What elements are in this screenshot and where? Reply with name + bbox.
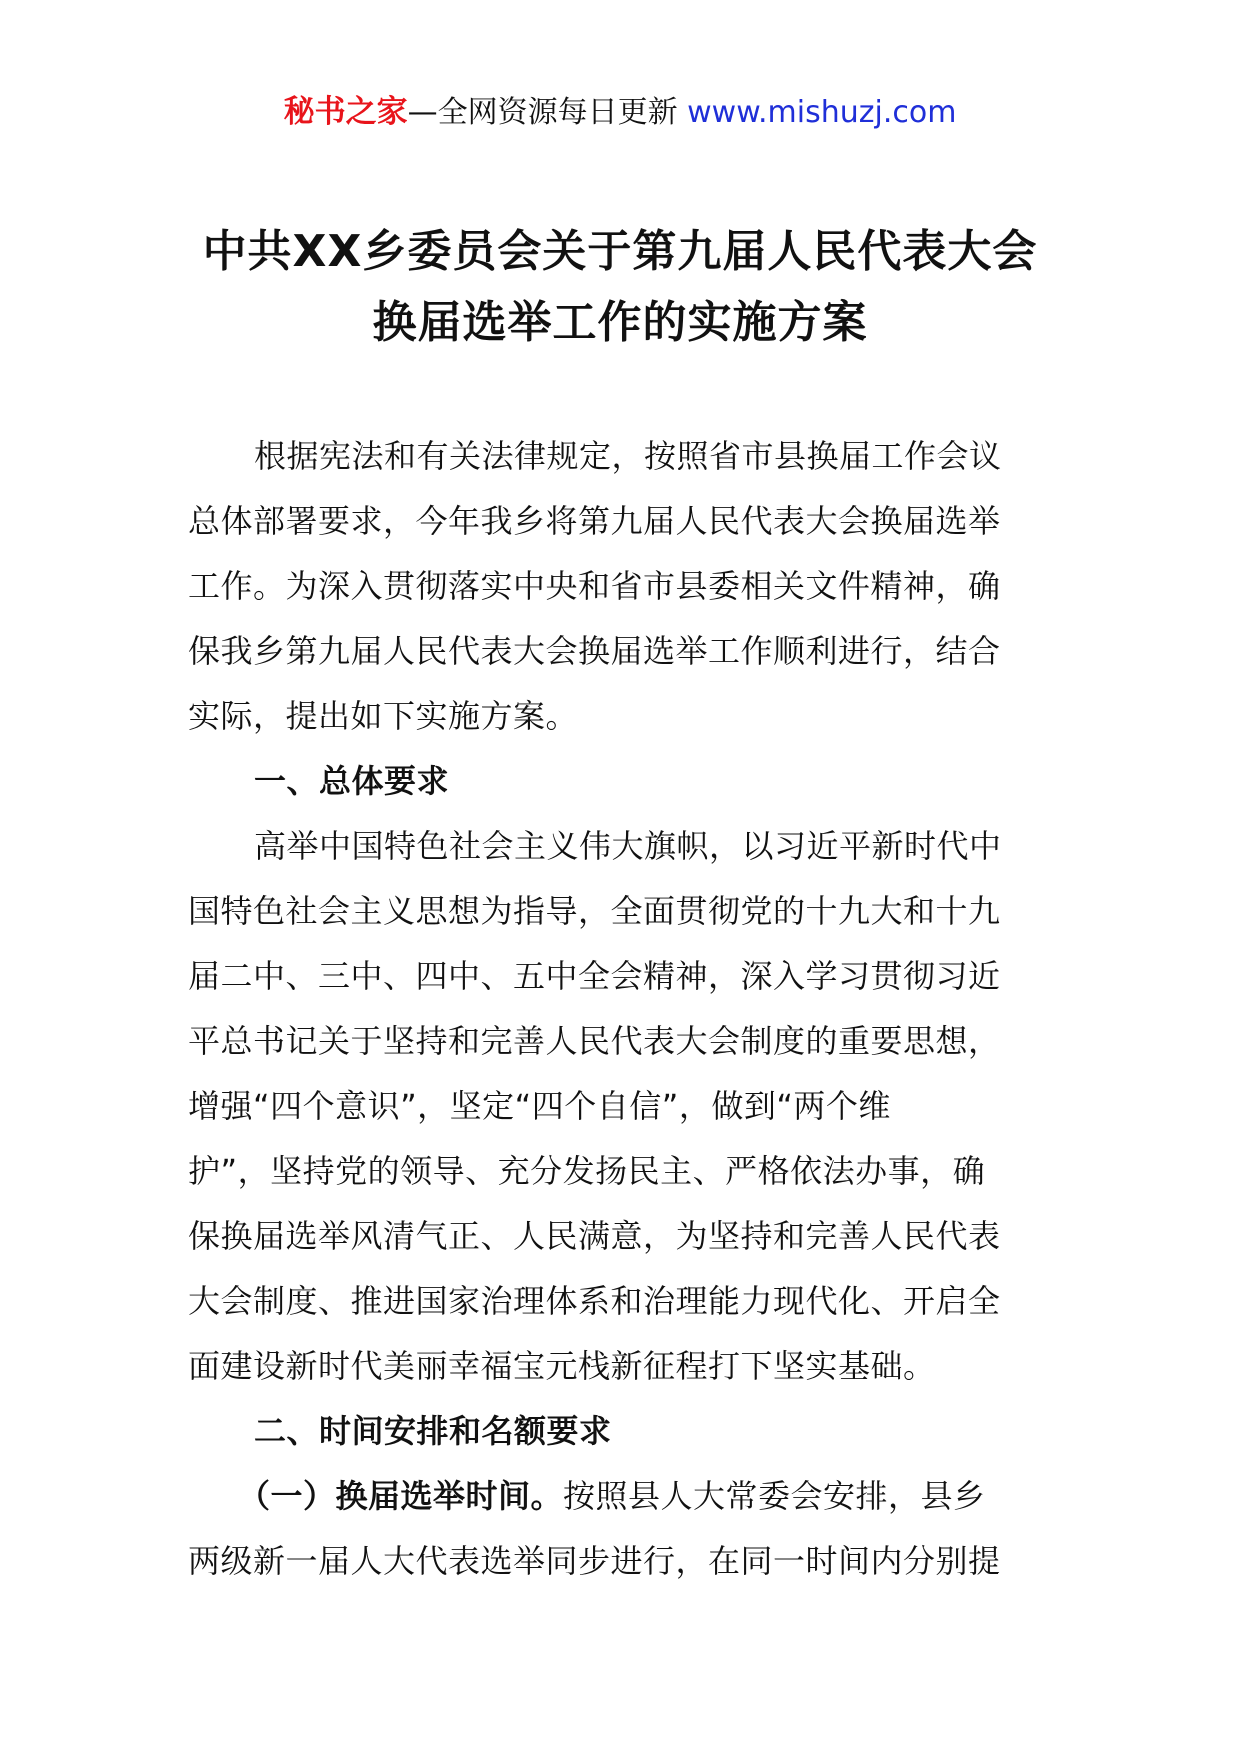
paragraph-line — [188, 1464, 1023, 1529]
subsection-label: （一）换届选举时间。 — [238, 1477, 564, 1515]
document-title-line-1: 中共XX乡委员会关于第九届人民代表大会 — [202, 226, 1038, 277]
paragraph-line: 工作。为深入贯彻落实中央和省市县委相关文件精神，确 — [188, 567, 1001, 605]
paragraph-line: 两级新一届人大代表选举同步进行，在同一时间内分别提 — [188, 1542, 1001, 1580]
paragraph-line: 实际，提出如下实施方案。 — [188, 697, 579, 735]
document-title-line-2: 换届选举工作的实施方案 — [372, 297, 868, 348]
paragraph-line: 护”，坚持党的领导、充分发扬民主、严格依法办事，确 — [188, 1152, 986, 1190]
subsection-text: 按照县人大常委会安排，县乡 — [563, 1477, 986, 1515]
site-banner — [0, 92, 1240, 133]
paragraph-line: 国特色社会主义思想为指导，全面贯彻党的十九大和十九 — [188, 892, 1001, 930]
paragraph-line: 增强“四个意识”，坚定“四个自信”，做到“两个维 — [188, 1087, 891, 1125]
paragraph-line: 高举中国特色社会主义伟大旗帜，以习近平新时代中 — [254, 827, 1002, 865]
banner-url[interactable]: www.mishuzj.com — [687, 95, 957, 130]
document-body — [188, 424, 1023, 1594]
section-heading-schedule-quota: 二、时间安排和名额要求 — [254, 1412, 612, 1450]
paragraph-line: 大会制度、推进国家治理体系和治理能力现代化、开启全 — [188, 1282, 1001, 1320]
paragraph-line: 平总书记关于坚持和完善人民代表大会制度的重要思想， — [188, 1022, 1001, 1060]
paragraph-line: 保换届选举风清气正、人民满意，为坚持和完善人民代表 — [188, 1217, 1001, 1255]
paragraph-line: 届二中、三中、四中、五中全会精神，深入学习贯彻习近 — [188, 957, 1001, 995]
section-heading-general-requirements: 一、总体要求 — [254, 762, 450, 800]
paragraph-line: 面建设新时代美丽幸福宝元栈新征程打下坚实基础。 — [188, 1347, 936, 1385]
brand-name: 秘书之家 — [283, 94, 408, 130]
banner-slogan: —全网资源每日更新 — [407, 95, 688, 130]
paragraph-line: 根据宪法和有关法律规定，按照省市县换届工作会议 — [254, 437, 1002, 475]
paragraph-line: 保我乡第九届人民代表大会换届选举工作顺利进行，结合 — [188, 632, 1001, 670]
paragraph-line: 总体部署要求，今年我乡将第九届人民代表大会换届选举 — [188, 502, 1001, 540]
